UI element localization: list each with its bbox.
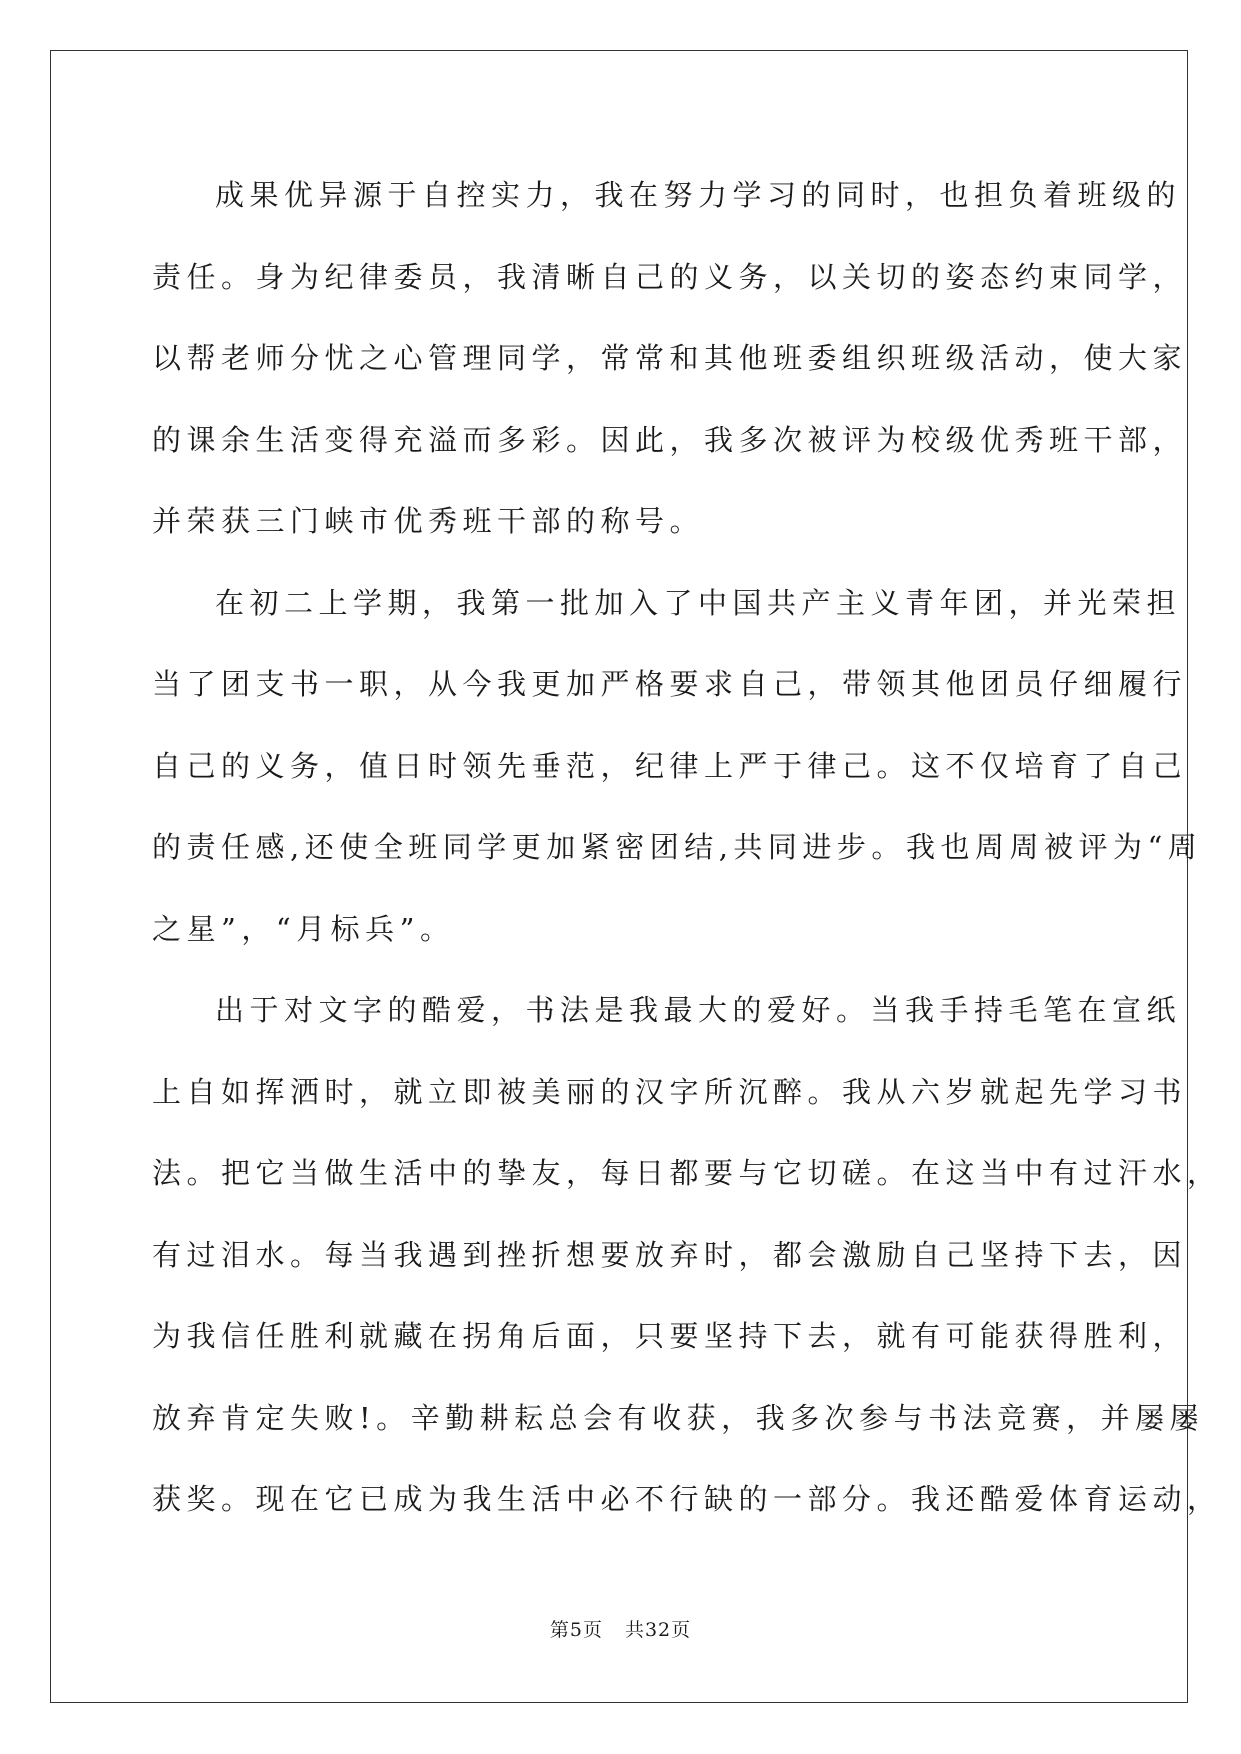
body-text	[152, 155, 1222, 1541]
text-line: 并荣获三门峡市优秀班干部的称号。	[152, 504, 705, 538]
text-line: 当了团支书一职，从今我更加严格要求自己，带领其他团员仔细履行	[152, 667, 1188, 701]
total-page-count: 共32页	[624, 1619, 692, 1641]
current-page-number: 第5页	[549, 1619, 603, 1641]
paragraph	[152, 563, 1203, 971]
text-line: 法。把它当做生活中的挚友，每日都要与它切磋。在这当中有过汗水，	[152, 1156, 1222, 1190]
text-line: 出于对文字的酷爱，书法是我最大的爱好。当我手持毛笔在宣纸	[215, 993, 1182, 1027]
text-line: 的课余生活变得充溢而多彩。因此，我多次被评为校级优秀班干部，	[152, 422, 1188, 457]
text-line: 放弃肯定失败!。辛勤耕耘总会有收获，我多次参与书法竞赛，并屡屡	[152, 1400, 1205, 1435]
paragraph	[152, 970, 1222, 1541]
text-line: 的责任感,还使全班同学更加紧密团结,共同进步。我也周周被评为“周	[152, 830, 1203, 864]
text-line: 之星”，“月标兵”。	[152, 911, 455, 946]
text-line: 有过泪水。每当我遇到挫折想要放弃时，都会激励自己坚持下去，因	[152, 1237, 1188, 1272]
text-line: 自己的义务，值日时领先垂范，纪律上严于律己。这不仅培育了自己	[152, 748, 1188, 783]
text-line: 获奖。现在它已成为我生活中必不行缺的一部分。我还酷爱体育运动，	[152, 1482, 1222, 1516]
page-footer	[0, 1615, 1241, 1642]
paragraph	[152, 155, 1188, 563]
text-line: 为我信任胜利就藏在拐角后面，只要坚持下去，就有可能获得胜利，	[152, 1319, 1188, 1353]
text-line: 责任。身为纪律委员，我清晰自己的义务，以关切的姿态约束同学，	[152, 259, 1188, 294]
text-line: 上自如挥洒时，就立即被美丽的汉字所沉醉。我从六岁就起先学习书	[152, 1074, 1188, 1109]
text-line: 在初二上学期，我第一批加入了中国共产主义青年团，并光荣担	[215, 585, 1182, 620]
text-line: 成果优异源于自控实力，我在努力学习的同时，也担负着班级的	[215, 178, 1182, 212]
text-line: 以帮老师分忧之心管理同学，常常和其他班委组织班级活动，使大家	[152, 341, 1188, 375]
